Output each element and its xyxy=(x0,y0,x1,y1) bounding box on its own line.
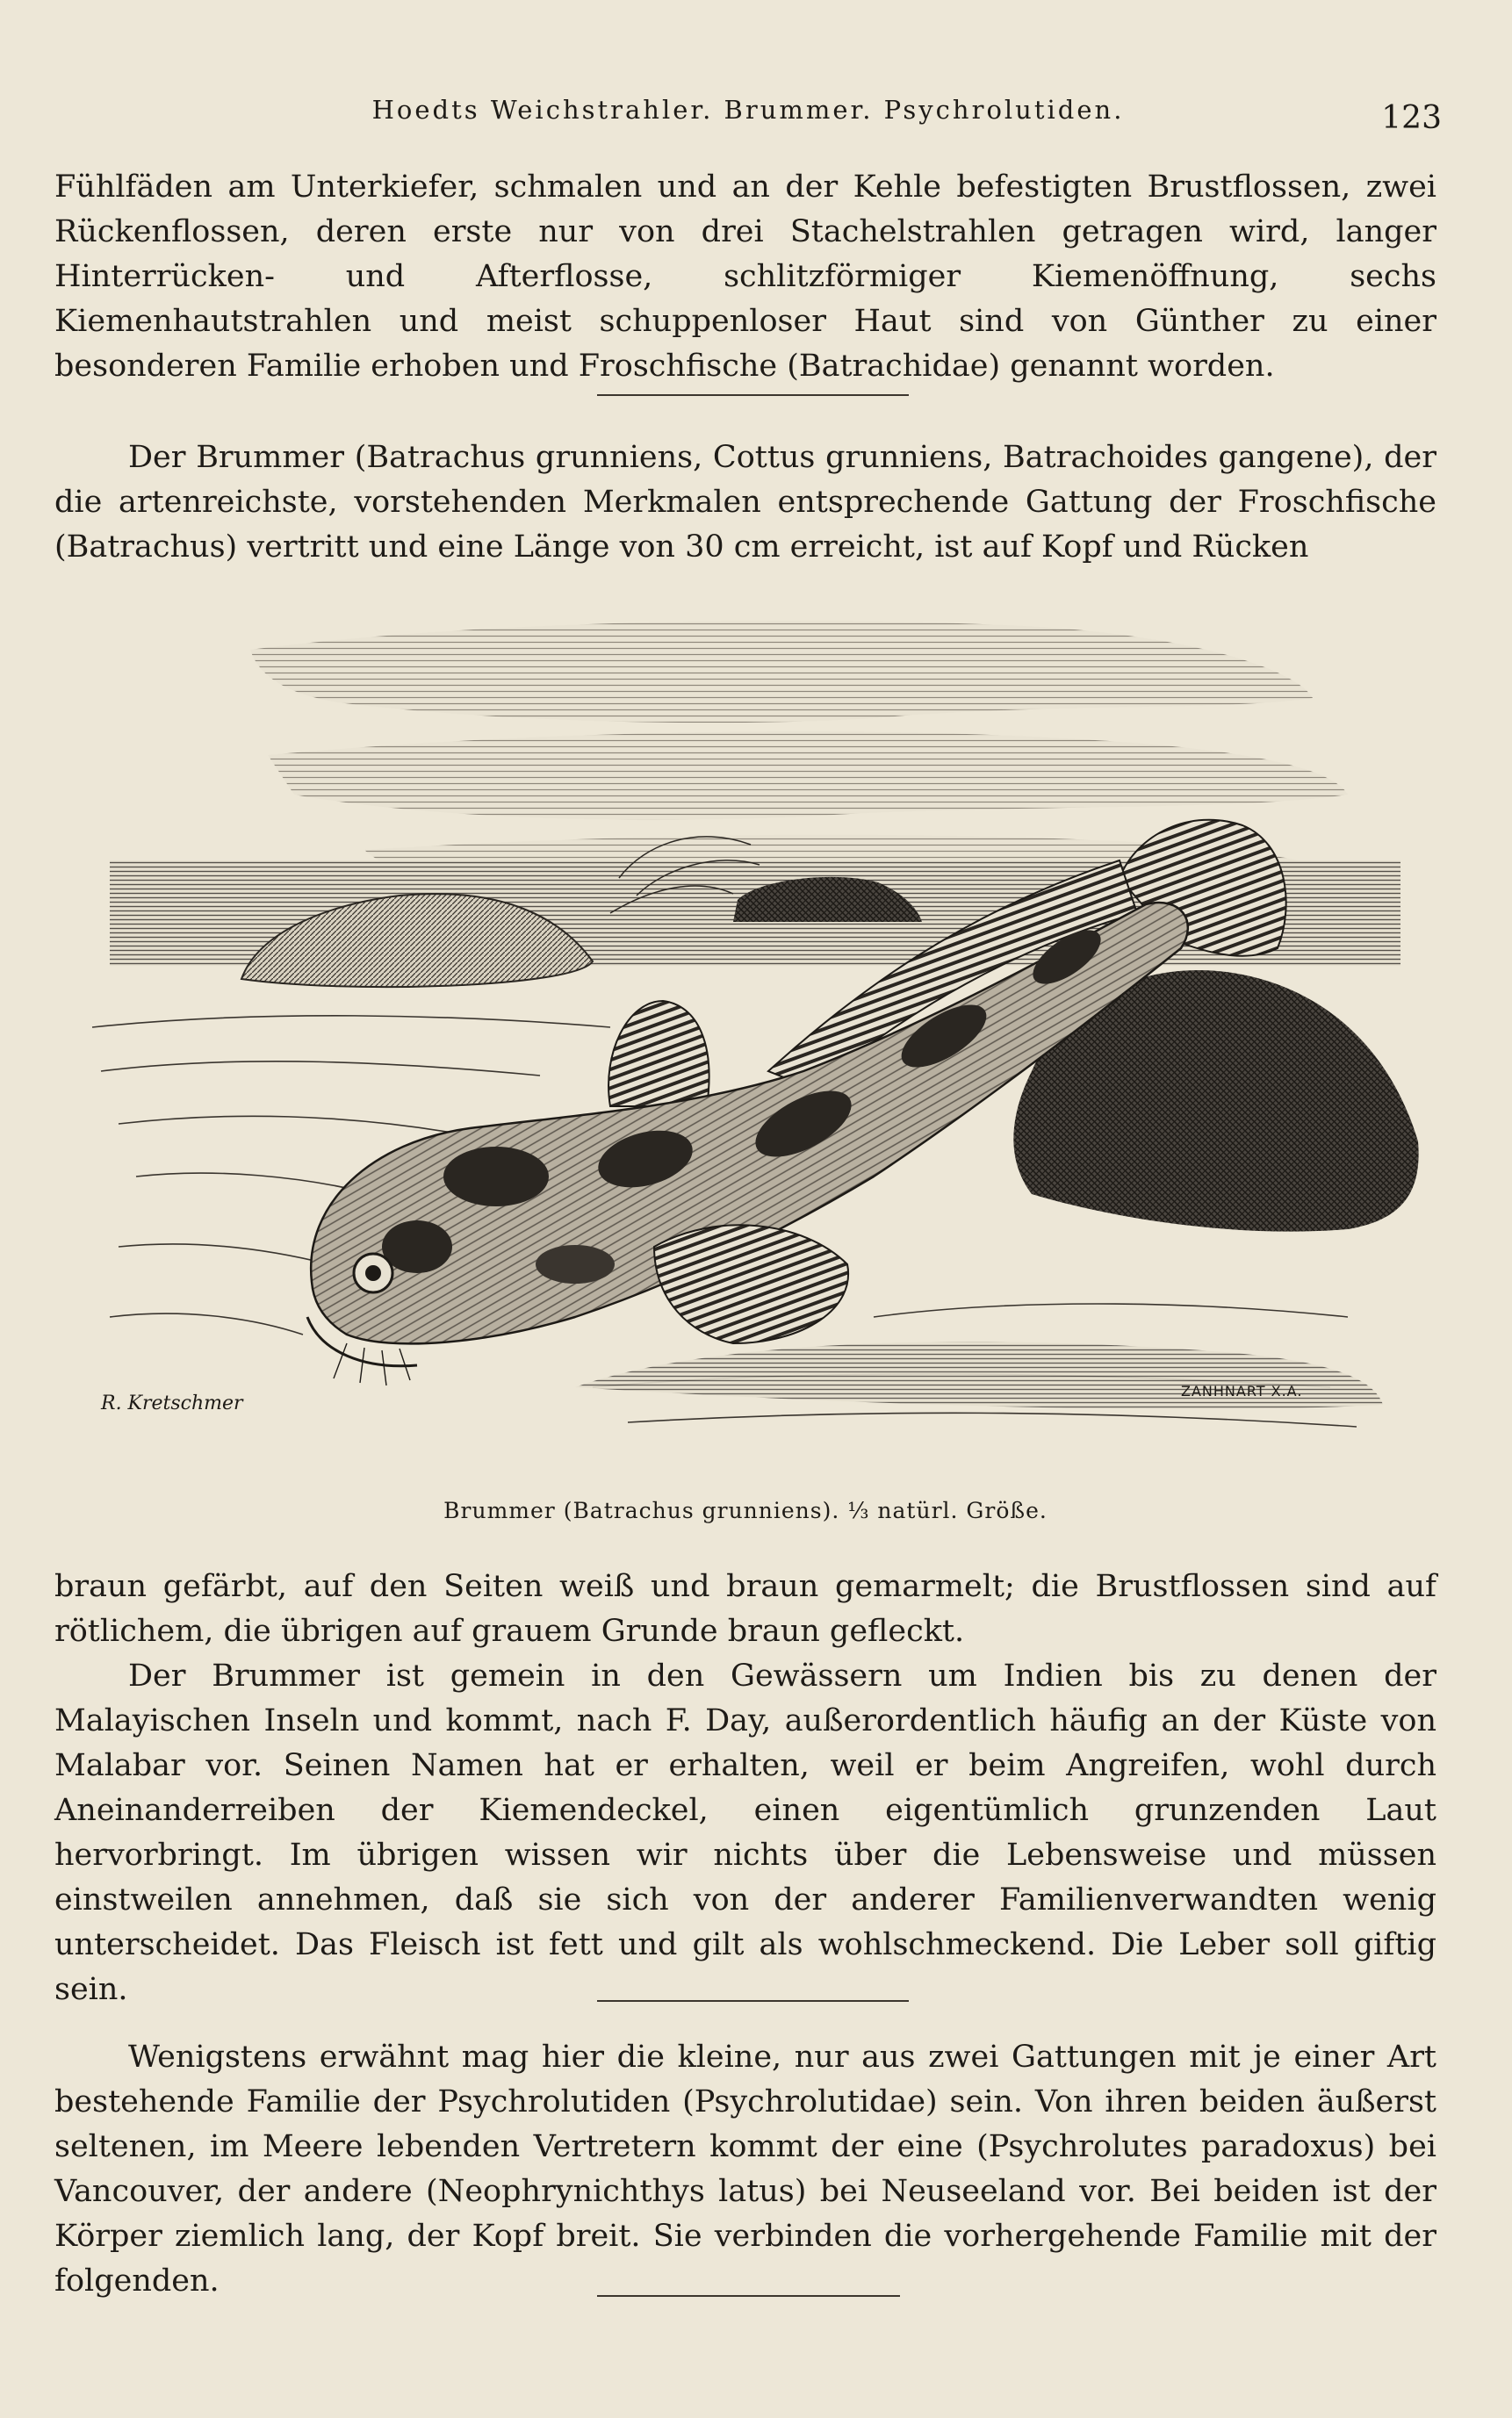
page-number: 123 xyxy=(1381,100,1442,136)
paragraph-brummer-color: braun gefärbt, auf den Seiten weiß und braun gemarmelt; die Brustflossen sind auf rötlichem, die übrigen auf grauem Grunde braun gefleckt. xyxy=(54,1569,1436,1649)
paragraph-psychrolutiden: Wenigstens erwähnt mag hier die kleine, nur aus zwei Gattungen mit je einer Art bestehende Familie der Psychrolutiden (Psychrolutidae) sein. Von ihren beiden äußerst seltenen, im Meere lebenden Vertretern kommt der eine (Psychrolutes paradoxus) bei Vancouver, der andere (Neophrynichthys latus) bei Neuseeland vor. Bei beiden ist der Körper ziemlich lang, der Kopf breit. Sie verbinden die vorhergehende Familie mit der folgenden. xyxy=(54,2040,1436,2299)
paragraph-brummer-habitat: Der Brummer ist gemein in den Gewässern um Indien bis zu denen der Malayischen Inseln und kommt, nach F. Day, außerordentlich häufig an der Küste von Malabar vor. Seinen Namen hat er erhalten, weil er beim Angreifen, wohl durch Aneinanderreiben der Kiemendeckel, einen eigentümlich grunzenden Laut hervorbringt. Im übrigen wissen wir nichts über die Lebensweise und müssen einstweilen annehmen, daß sie sich von der anderer Familienverwandten wenig unterscheidet. Das Fleisch ist fett und gilt als wohlschmeckend. Die Leber soll giftig sein. xyxy=(54,1659,1436,2007)
section-divider xyxy=(597,394,909,396)
engraver-signature: ZANHNART X.A. xyxy=(1181,1383,1303,1400)
page-header xyxy=(54,88,1442,140)
section-divider-2 xyxy=(597,2000,909,2002)
engraving-fish-on-shore xyxy=(83,615,1427,1475)
paragraph-batrachidae: Fühlfäden am Unterkiefer, schmalen und an der Kehle befestigten Brustflossen, zwei Rückenflossen, deren erste nur von drei Stachelstrahlen getragen wird, langer Hinterrücken- und Afterflosse, schlitzförmiger Kiemenöffnung, sechs Kiemenhautstrahlen und meist schuppenloser Haut sind von Günther zu einer besonderen Familie erhoben und Froschfische (Batrachidae) genannt worden. xyxy=(54,169,1436,384)
paragraph-brummer-intro: Der Brummer (Batrachus grunniens, Cottus grunniens, Batrachoides gangene), der die artenreichste, vorstehenden Merkmalen entsprechende Gattung der Froschfische (Batrachus) vertritt und eine Länge von 30 cm erreicht, ist auf Kopf und Rücken xyxy=(54,440,1436,565)
figure-caption: Brummer (Batrachus grunniens). ⅓ natürl. Größe. xyxy=(443,1498,1048,1523)
section-divider-3 xyxy=(597,2295,900,2297)
artist-signature: R. Kretschmer xyxy=(101,1393,243,1414)
fish-illustration xyxy=(83,615,1427,1475)
running-head: Hoedts Weichstrahler. Brummer. Psychrolutiden. xyxy=(371,95,1125,125)
